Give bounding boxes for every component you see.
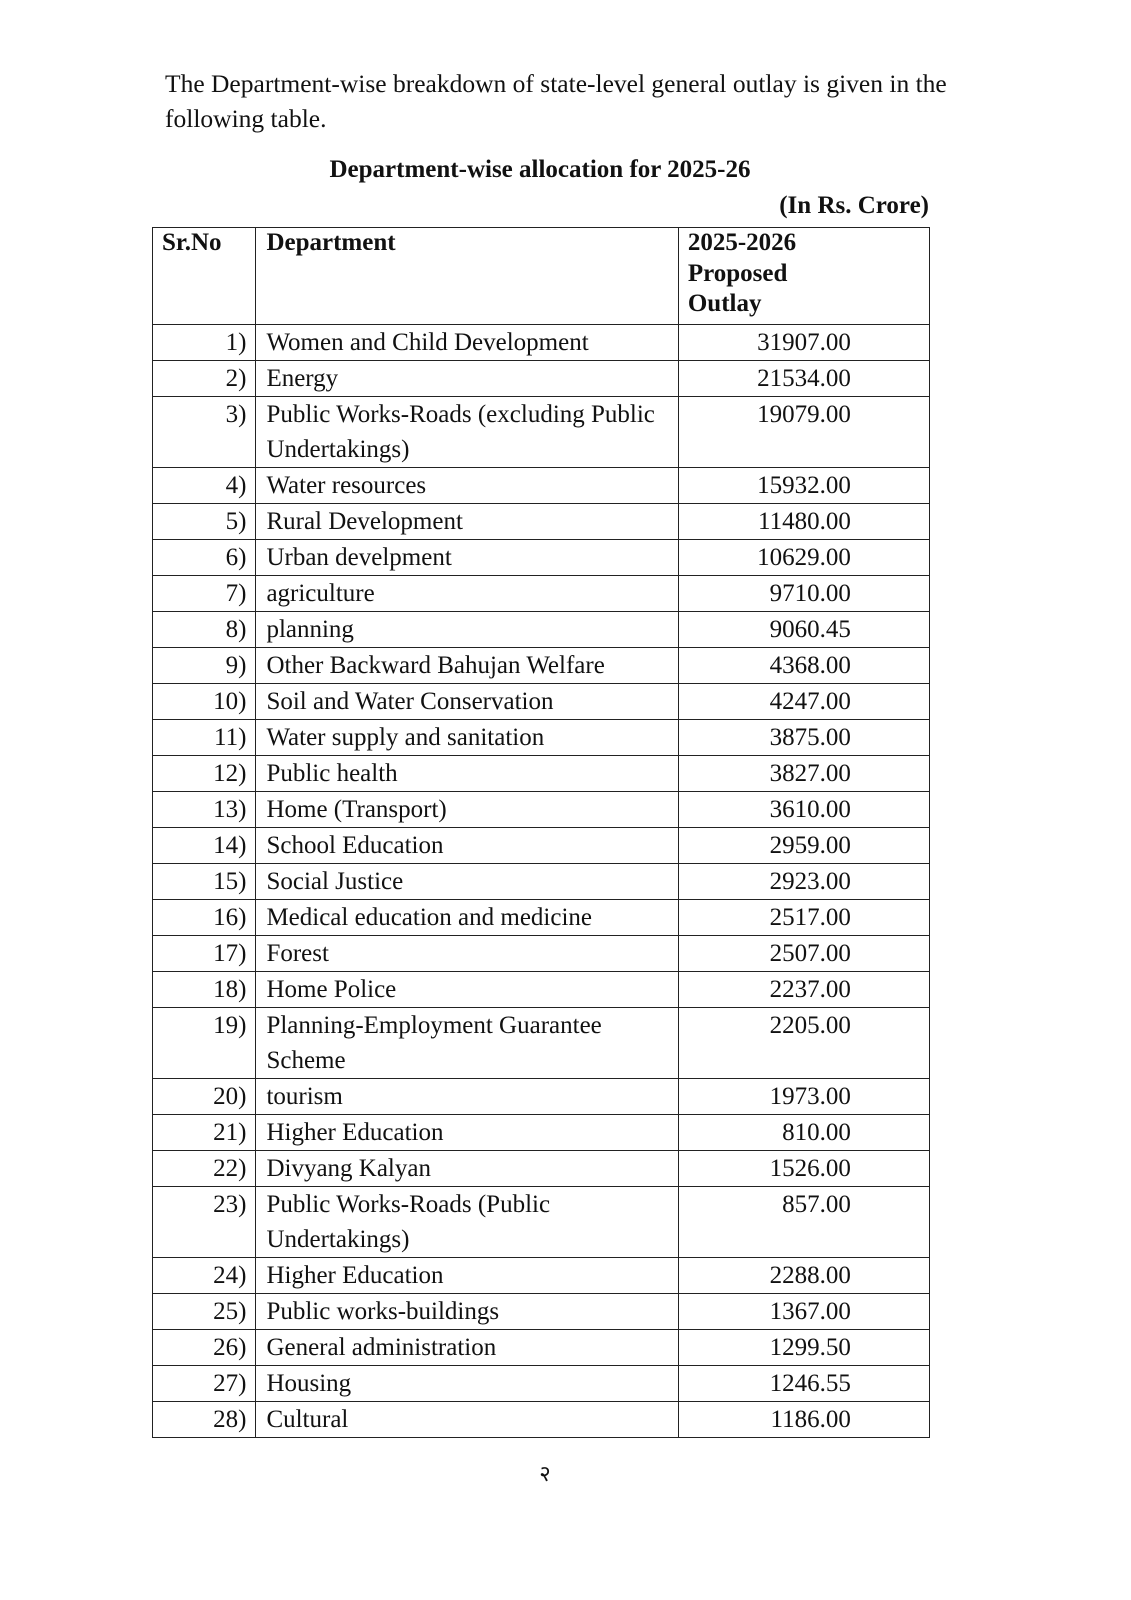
row-sr-no: 15)	[153, 864, 256, 900]
row-outlay	[678, 1079, 929, 1115]
row-department: Soil and Water Conservation	[256, 684, 678, 720]
table-row	[153, 1330, 930, 1366]
table-row	[153, 756, 930, 792]
row-sr-no: 5)	[153, 504, 256, 540]
row-outlay	[678, 684, 929, 720]
row-department: Social Justice	[256, 864, 678, 900]
row-sr-no: 25)	[153, 1294, 256, 1330]
row-outlay-value: 4368.00	[769, 652, 851, 679]
row-outlay	[678, 720, 929, 756]
table-row	[153, 540, 930, 576]
row-outlay-value: 1246.55	[769, 1370, 851, 1397]
row-outlay-value: 3875.00	[769, 724, 851, 751]
row-outlay-value: 21534.00	[757, 365, 851, 392]
table-row	[153, 720, 930, 756]
table-row	[153, 1115, 930, 1151]
row-department: Higher Education	[256, 1258, 678, 1294]
row-outlay	[678, 1187, 929, 1258]
row-sr-no: 6)	[153, 540, 256, 576]
row-sr-no: 9)	[153, 648, 256, 684]
allocation-table	[152, 227, 930, 1438]
row-outlay-value: 1526.00	[769, 1155, 851, 1182]
row-outlay	[678, 1008, 929, 1079]
row-outlay-value: 19079.00	[757, 401, 851, 428]
row-outlay-value: 10629.00	[757, 544, 851, 571]
row-outlay-value: 2507.00	[769, 940, 851, 967]
row-outlay	[678, 612, 929, 648]
header-department: Department	[256, 228, 678, 325]
row-department: Women and Child Development	[256, 325, 678, 361]
row-outlay	[678, 756, 929, 792]
row-outlay-value: 11480.00	[758, 508, 851, 535]
row-sr-no: 2)	[153, 361, 256, 397]
row-outlay-value: 2959.00	[769, 832, 851, 859]
table-row	[153, 612, 930, 648]
row-sr-no: 3)	[153, 397, 256, 468]
row-outlay	[678, 1402, 929, 1438]
page-number: २	[539, 1461, 551, 1486]
header-outlay-text: 2025-2026 Proposed Outlay	[687, 229, 797, 317]
row-outlay-value: 3827.00	[769, 760, 851, 787]
row-department: Other Backward Bahujan Welfare	[256, 648, 678, 684]
row-outlay-value: 857.00	[782, 1191, 851, 1218]
row-sr-no: 17)	[153, 936, 256, 972]
row-department: Divyang Kalyan	[256, 1151, 678, 1187]
row-outlay	[678, 900, 929, 936]
row-outlay	[678, 972, 929, 1008]
row-sr-no: 12)	[153, 756, 256, 792]
table-row	[153, 648, 930, 684]
row-department: Home Police	[256, 972, 678, 1008]
row-sr-no: 16)	[153, 900, 256, 936]
table-row	[153, 1187, 930, 1258]
row-department: Cultural	[256, 1402, 678, 1438]
unit-label: (In Rs. Crore)	[779, 192, 929, 219]
row-sr-no: 28)	[153, 1402, 256, 1438]
table-row	[153, 792, 930, 828]
table-row	[153, 468, 930, 504]
row-sr-no: 20)	[153, 1079, 256, 1115]
row-outlay	[678, 1151, 929, 1187]
row-department: Energy	[256, 361, 678, 397]
row-outlay	[678, 792, 929, 828]
row-department: planning	[256, 612, 678, 648]
row-department: Public Works-Roads (excluding Public Undertakings)	[256, 397, 678, 468]
row-outlay	[678, 1115, 929, 1151]
row-outlay	[678, 864, 929, 900]
row-sr-no: 14)	[153, 828, 256, 864]
row-outlay	[678, 1294, 929, 1330]
row-sr-no: 27)	[153, 1366, 256, 1402]
row-outlay-value: 4247.00	[769, 688, 851, 715]
row-outlay-value: 1367.00	[769, 1298, 851, 1325]
row-sr-no: 10)	[153, 684, 256, 720]
row-department: School Education	[256, 828, 678, 864]
row-outlay-value: 2517.00	[769, 904, 851, 931]
table-row	[153, 504, 930, 540]
row-outlay-value: 1186.00	[770, 1406, 851, 1433]
row-department: General administration	[256, 1330, 678, 1366]
row-department: agriculture	[256, 576, 678, 612]
row-outlay	[678, 504, 929, 540]
row-outlay	[678, 468, 929, 504]
row-department: Public Works-Roads (Public Undertakings)	[256, 1187, 678, 1258]
row-outlay	[678, 1366, 929, 1402]
row-outlay-value: 810.00	[782, 1119, 851, 1146]
table-row	[153, 325, 930, 361]
row-outlay	[678, 648, 929, 684]
table-row	[153, 1258, 930, 1294]
row-outlay-value: 9060.45	[769, 616, 851, 643]
row-department: tourism	[256, 1079, 678, 1115]
row-outlay-value: 1973.00	[769, 1083, 851, 1110]
row-department: Public health	[256, 756, 678, 792]
row-outlay	[678, 936, 929, 972]
table-row	[153, 1366, 930, 1402]
row-sr-no: 18)	[153, 972, 256, 1008]
header-outlay	[678, 228, 929, 325]
table-row	[153, 900, 930, 936]
table-row	[153, 972, 930, 1008]
row-department: Water supply and sanitation	[256, 720, 678, 756]
row-sr-no: 21)	[153, 1115, 256, 1151]
table-row	[153, 936, 930, 972]
row-department: Planning-Employment Guarantee Scheme	[256, 1008, 678, 1079]
row-outlay	[678, 576, 929, 612]
row-department: Water resources	[256, 468, 678, 504]
row-department: Housing	[256, 1366, 678, 1402]
row-department: Urban develpment	[256, 540, 678, 576]
row-department: Home (Transport)	[256, 792, 678, 828]
row-outlay-value: 31907.00	[757, 329, 851, 356]
row-department: Higher Education	[256, 1115, 678, 1151]
row-sr-no: 11)	[153, 720, 256, 756]
row-sr-no: 1)	[153, 325, 256, 361]
row-sr-no: 19)	[153, 1008, 256, 1079]
table-body	[153, 325, 930, 1438]
row-outlay	[678, 1330, 929, 1366]
row-outlay-value: 2205.00	[769, 1012, 851, 1039]
row-outlay-value: 9710.00	[769, 580, 851, 607]
table-row	[153, 1294, 930, 1330]
row-sr-no: 23)	[153, 1187, 256, 1258]
table-row	[153, 576, 930, 612]
row-outlay-value: 3610.00	[769, 796, 851, 823]
row-department: Medical education and medicine	[256, 900, 678, 936]
row-department: Forest	[256, 936, 678, 972]
table-row	[153, 684, 930, 720]
row-outlay-value: 15932.00	[757, 472, 851, 499]
table-row	[153, 1151, 930, 1187]
table-row	[153, 864, 930, 900]
row-outlay	[678, 325, 929, 361]
row-department: Public works-buildings	[256, 1294, 678, 1330]
row-sr-no: 4)	[153, 468, 256, 504]
row-outlay-value: 2288.00	[769, 1262, 851, 1289]
table-row	[153, 397, 930, 468]
row-sr-no: 8)	[153, 612, 256, 648]
table-title: Department-wise allocation for 2025-26	[329, 156, 751, 183]
table-row	[153, 828, 930, 864]
row-outlay	[678, 361, 929, 397]
row-sr-no: 13)	[153, 792, 256, 828]
row-outlay-value: 2237.00	[769, 976, 851, 1003]
row-outlay-value: 2923.00	[769, 868, 851, 895]
table-row	[153, 1402, 930, 1438]
row-department: Rural Development	[256, 504, 678, 540]
row-outlay	[678, 397, 929, 468]
intro-paragraph: The Department-wise breakdown of state-level general outlay is given in the following table.	[165, 69, 947, 133]
row-sr-no: 26)	[153, 1330, 256, 1366]
row-outlay	[678, 540, 929, 576]
table-header-row	[153, 228, 930, 325]
table-row	[153, 1008, 930, 1079]
header-sr-no: Sr.No	[153, 228, 256, 325]
row-outlay	[678, 828, 929, 864]
table-row	[153, 1079, 930, 1115]
table-row	[153, 361, 930, 397]
row-outlay	[678, 1258, 929, 1294]
row-sr-no: 7)	[153, 576, 256, 612]
row-sr-no: 22)	[153, 1151, 256, 1187]
row-outlay-value: 1299.50	[769, 1334, 851, 1361]
row-sr-no: 24)	[153, 1258, 256, 1294]
